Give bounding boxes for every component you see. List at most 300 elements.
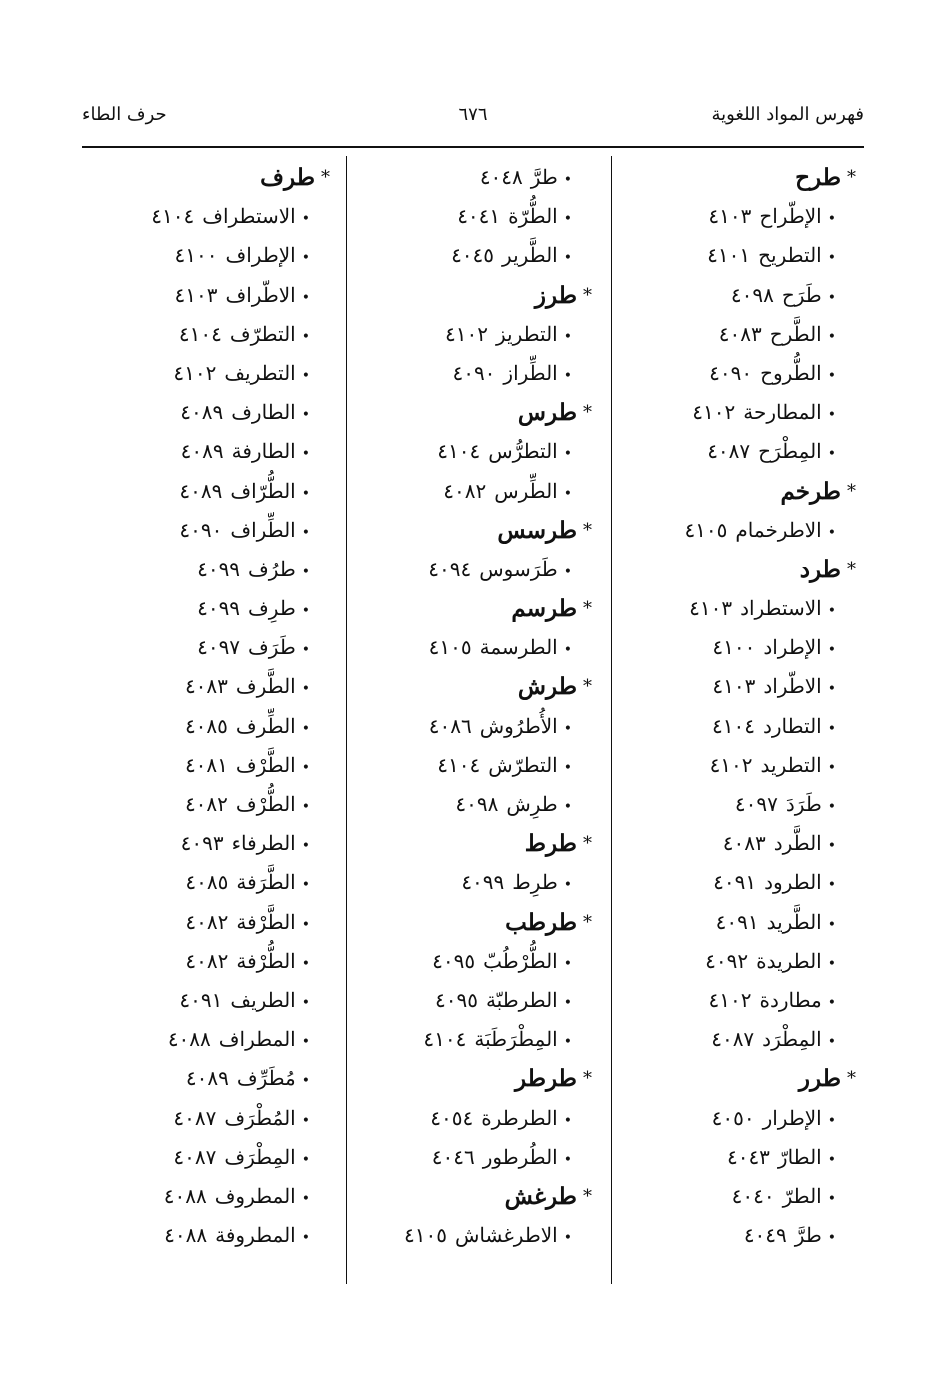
- entry-word: الاطّراد: [763, 674, 822, 699]
- entry-word: الطُّرّة: [508, 204, 558, 229]
- index-entry: [70, 354, 330, 393]
- root-heading: [342, 589, 592, 628]
- root-word: طرز: [534, 281, 577, 309]
- bullet-icon: •: [301, 642, 310, 659]
- bullet-icon: •: [827, 211, 836, 228]
- entry-word: الطرسمة: [479, 635, 558, 660]
- bullet-icon: •: [827, 407, 836, 424]
- root-heading: [342, 667, 592, 706]
- entry-number: ٤١٠٣: [712, 674, 756, 699]
- entry-number: ٤٠٨٣: [718, 321, 762, 346]
- index-entry: [342, 707, 592, 746]
- bullet-icon: •: [301, 1151, 310, 1168]
- index-entry: [70, 472, 330, 511]
- bullet-icon: •: [827, 681, 836, 698]
- entry-number: ٤٠٨٩: [179, 478, 223, 503]
- bullet-icon: •: [301, 485, 310, 502]
- index-entry: [70, 1138, 330, 1177]
- entry-number: ٤٠٨٢: [184, 792, 228, 816]
- index-entry: [70, 1099, 330, 1138]
- bullet-icon: •: [301, 407, 310, 424]
- index-entry: [70, 863, 330, 902]
- bullet-icon: •: [827, 1112, 836, 1129]
- index-entry: [70, 628, 330, 667]
- entry-word: الطُّرْطُبّ: [483, 948, 558, 973]
- entry-word: الطَّرْف: [235, 752, 296, 777]
- index-entry: [342, 432, 592, 471]
- root-heading: [342, 903, 592, 942]
- entry-word: الإطراف: [225, 243, 296, 268]
- root-word: طرف: [260, 164, 315, 191]
- entry-word: طرِش: [506, 792, 558, 816]
- entry-word: مُطَرِّف: [236, 1066, 296, 1091]
- entry-word: الإطراد: [763, 635, 822, 660]
- bullet-icon: •: [301, 1112, 310, 1129]
- entry-number: ٤٠٨٧: [711, 1027, 755, 1052]
- index-entry: [70, 315, 330, 354]
- entry-word: الطرفاء: [231, 831, 296, 856]
- index-entry: [606, 393, 856, 432]
- index-entry: [70, 824, 330, 863]
- index-entry: [606, 354, 856, 393]
- index-entry: [342, 785, 592, 824]
- entry-word: المِطْرَف: [224, 1144, 296, 1169]
- index-column-middle: [342, 158, 592, 1255]
- root-heading: [606, 158, 856, 197]
- entry-word: الطُّرْفة: [236, 948, 296, 973]
- entry-word: المطروفة: [215, 1223, 296, 1248]
- index-entry: [606, 903, 856, 942]
- entry-word: الطِّراف: [230, 517, 296, 542]
- index-entry: [606, 432, 856, 471]
- index-entry: [606, 589, 856, 628]
- index-entry: [606, 785, 856, 824]
- bullet-icon: •: [301, 916, 310, 933]
- index-entry: [70, 511, 330, 550]
- entry-word: التطرُّس: [488, 439, 558, 464]
- index-entry: [70, 197, 330, 236]
- entry-word: طرُف: [248, 556, 296, 581]
- bullet-icon: •: [301, 250, 310, 267]
- bullet-icon: •: [563, 250, 572, 267]
- asterisk-icon: *: [583, 1068, 592, 1090]
- entry-word: الطَّرَفة: [236, 870, 296, 895]
- entry-word: الإطّراح: [759, 204, 822, 229]
- root-heading: [342, 824, 592, 863]
- index-entry: [606, 824, 856, 863]
- bullet-icon: •: [301, 955, 310, 972]
- bullet-icon: •: [563, 1230, 572, 1247]
- index-entry: [70, 746, 330, 785]
- root-word: طرطب: [505, 908, 577, 936]
- entry-word: الطَّريد: [766, 909, 822, 934]
- index-entry: [606, 1020, 856, 1059]
- index-entry: [606, 628, 856, 667]
- bullet-icon: •: [827, 446, 836, 463]
- entry-word: الطَّرد: [773, 831, 822, 856]
- entry-word: طَرَسوس: [479, 556, 558, 581]
- root-word: طرس: [517, 399, 577, 427]
- entry-word: الطريدة: [756, 948, 822, 973]
- entry-word: الإطرار: [762, 1105, 822, 1130]
- header-rule: [82, 146, 864, 148]
- index-entry: [606, 315, 856, 354]
- root-heading: [70, 158, 330, 197]
- index-entry: [606, 1216, 856, 1255]
- entry-word: الطُّرْف: [235, 792, 296, 816]
- entry-word: الاطّراف: [225, 282, 296, 307]
- bullet-icon: •: [827, 328, 836, 345]
- bullet-icon: •: [563, 485, 572, 502]
- entry-word: الطريف: [230, 987, 296, 1012]
- entry-word: المطارحة: [743, 400, 822, 425]
- entry-number: ٤٠٩٣: [180, 831, 224, 856]
- bullet-icon: •: [301, 563, 310, 580]
- entry-word: التطرّف: [229, 321, 296, 346]
- entry-number: ٤٠٨٨: [163, 1183, 207, 1208]
- index-entry: [342, 981, 592, 1020]
- entry-number: ٤٠٩٠: [709, 360, 753, 385]
- bullet-icon: •: [301, 289, 310, 306]
- entry-number: ٤١٠٣: [174, 282, 218, 307]
- index-entry: [342, 158, 592, 197]
- root-word: طرغش: [504, 1182, 577, 1210]
- index-entry: [342, 942, 592, 981]
- entry-word: الطَّرير: [502, 243, 558, 268]
- root-heading: [342, 393, 592, 432]
- bullet-icon: •: [827, 799, 836, 815]
- entry-number: ٤١٠٠: [712, 635, 756, 660]
- index-entry: [342, 746, 592, 785]
- asterisk-icon: *: [583, 1185, 592, 1207]
- asterisk-icon: *: [583, 519, 592, 541]
- index-entry: [70, 707, 330, 746]
- bullet-icon: •: [563, 172, 572, 188]
- bullet-icon: •: [301, 877, 310, 894]
- bullet-icon: •: [563, 446, 572, 463]
- entry-number: ٤٠٩٢: [705, 948, 749, 973]
- entry-number: ٤٠٩٥: [434, 987, 478, 1012]
- bullet-icon: •: [301, 799, 310, 815]
- bullet-icon: •: [563, 994, 572, 1011]
- bullet-icon: •: [563, 720, 572, 737]
- entry-word: الطرود: [764, 870, 822, 895]
- index-entry: [342, 1099, 592, 1138]
- root-heading: [606, 550, 856, 589]
- entry-number: ٤٠٨٧: [707, 439, 751, 464]
- entry-number: ٤٠٤٠: [731, 1183, 775, 1208]
- index-entry: [606, 1138, 856, 1177]
- entry-number: ٤١٠٠: [174, 243, 218, 268]
- entry-number: ٤١٠٥: [404, 1223, 447, 1248]
- bullet-icon: •: [301, 328, 310, 345]
- root-heading: [342, 276, 592, 315]
- bullet-icon: •: [827, 1190, 836, 1207]
- index-entry: [70, 1216, 330, 1255]
- entry-number: ٤٠٨٥: [184, 713, 228, 738]
- bullet-icon: •: [301, 838, 310, 855]
- bullet-icon: •: [563, 211, 572, 228]
- entry-word: الطُّروح: [760, 360, 822, 385]
- entry-number: ٤٠٤٣: [726, 1144, 770, 1169]
- entry-number: ٤١٠٤: [151, 204, 195, 229]
- entry-number: ٤٠٩٩: [197, 556, 241, 581]
- entry-number: ٤١٠٤: [178, 321, 222, 346]
- entry-number: ٤١٠٢: [445, 321, 488, 346]
- entry-number: ٤٠٨٩: [185, 1066, 229, 1091]
- index-entry: [70, 1059, 330, 1098]
- entry-word: الطِّرس: [494, 478, 558, 503]
- entry-number: ٤٠٩٩: [461, 870, 505, 895]
- index-entry: [342, 550, 592, 589]
- entry-word: المِطْرَح: [758, 439, 822, 464]
- bullet-icon: •: [563, 877, 572, 894]
- entry-word: المطروف: [214, 1183, 296, 1208]
- asterisk-icon: *: [847, 480, 856, 502]
- entry-word: الطِّراز: [503, 360, 558, 385]
- entry-number: ٤٠٩٨: [730, 282, 774, 307]
- entry-number: ٤٠٥٠: [711, 1105, 755, 1130]
- index-entry: [342, 236, 592, 275]
- root-heading: [342, 1059, 592, 1098]
- root-word: طرش: [517, 673, 577, 701]
- root-heading: [342, 1177, 592, 1216]
- entry-word: طَرَح: [781, 282, 822, 307]
- entry-number: ٤٠٨٦: [428, 713, 472, 738]
- entry-number: ٤١٠٤: [437, 752, 481, 777]
- root-heading: [342, 511, 592, 550]
- bullet-icon: •: [301, 603, 310, 620]
- bullet-icon: •: [827, 877, 836, 894]
- entry-word: طَرَدَ: [785, 792, 822, 816]
- bullet-icon: •: [827, 1230, 836, 1247]
- bullet-icon: •: [827, 838, 836, 855]
- entry-word: الطرطبّة: [485, 987, 558, 1012]
- bullet-icon: •: [827, 759, 836, 776]
- index-entry: [606, 276, 856, 315]
- root-heading: [606, 1059, 856, 1098]
- root-word: طرح: [795, 164, 841, 191]
- index-entry: [342, 315, 592, 354]
- bullet-icon: •: [827, 642, 836, 659]
- index-entry: [342, 472, 592, 511]
- entry-number: ٤١٠٢: [173, 360, 217, 385]
- asterisk-icon: *: [583, 833, 592, 855]
- bullet-icon: •: [563, 328, 572, 345]
- entry-word: الطارف: [231, 400, 296, 425]
- entry-word: الاستطراد: [740, 596, 822, 621]
- entry-number: ٤١٠٣: [708, 204, 752, 229]
- entry-word: التطريف: [224, 360, 296, 385]
- bullet-icon: •: [301, 1230, 310, 1247]
- entry-word: مطاردة: [759, 987, 822, 1012]
- asterisk-icon: *: [583, 676, 592, 698]
- bullet-icon: •: [301, 1034, 310, 1051]
- bullet-icon: •: [301, 446, 310, 463]
- entry-number: ٤٠٨٢: [185, 909, 229, 934]
- bullet-icon: •: [827, 955, 836, 972]
- entry-word: الأُطرُوش: [479, 713, 558, 738]
- bullet-icon: •: [301, 994, 310, 1011]
- index-entry: [606, 236, 856, 275]
- index-column-left: [70, 158, 330, 1255]
- bullet-icon: •: [301, 1073, 310, 1090]
- entry-number: ٤٠٨٩: [180, 400, 224, 425]
- index-entry: [606, 1177, 856, 1216]
- index-entry: [606, 667, 856, 706]
- index-entry: [606, 707, 856, 746]
- entry-number: ٤٠٨٨: [164, 1223, 208, 1248]
- entry-number: ٤٠٨٣: [722, 831, 766, 856]
- root-word: طرطر: [515, 1065, 577, 1093]
- entry-number: ٤٠٤١: [457, 204, 501, 229]
- bullet-icon: •: [563, 642, 572, 659]
- entry-number: ٤١٠٤: [712, 713, 755, 738]
- asterisk-icon: *: [583, 598, 592, 620]
- entry-word: الطرّ: [782, 1183, 822, 1208]
- entry-number: ٤٠٨٧: [173, 1144, 217, 1169]
- bullet-icon: •: [827, 524, 836, 541]
- bullet-icon: •: [563, 955, 572, 972]
- entry-number: ٤١٠٤: [423, 1027, 467, 1052]
- entry-number: ٤٠٩٥: [432, 948, 476, 973]
- bullet-icon: •: [301, 524, 310, 541]
- entry-number: ٤٠٨١: [184, 752, 228, 777]
- bullet-icon: •: [827, 916, 836, 933]
- index-entry: [606, 197, 856, 236]
- entry-word: الطُّرّاف: [230, 478, 296, 503]
- entry-number: ٤٠٨٣: [184, 674, 228, 699]
- index-entry: [342, 863, 592, 902]
- bullet-icon: •: [563, 1034, 572, 1051]
- index-entry: [606, 746, 856, 785]
- entry-number: ٤٠٩٠: [452, 360, 496, 385]
- bullet-icon: •: [301, 367, 310, 384]
- index-entry: [70, 903, 330, 942]
- index-entry: [70, 589, 330, 628]
- entry-number: ٤٠٩٤: [428, 556, 472, 581]
- index-entry: [70, 1177, 330, 1216]
- entry-word: المِطْرَطَبَة: [474, 1027, 558, 1052]
- root-word: طرسم: [511, 595, 577, 623]
- asterisk-icon: *: [583, 284, 592, 306]
- index-entry: [70, 276, 330, 315]
- page-header: [82, 104, 864, 134]
- index-entry: [70, 1020, 330, 1059]
- entry-number: ٤٠٩٨: [455, 792, 499, 816]
- index-entry: [70, 550, 330, 589]
- entry-word: الطارفة: [231, 439, 296, 464]
- entry-word: طَرَف: [248, 635, 296, 660]
- entry-number: ٤٠٥٤: [430, 1105, 474, 1130]
- bullet-icon: •: [301, 211, 310, 228]
- entry-word: التطرّش: [488, 752, 558, 777]
- entry-number: ٤٠٩٩: [197, 596, 241, 621]
- index-entry: [70, 236, 330, 275]
- index-entry: [606, 863, 856, 902]
- root-word: طرخم: [780, 477, 841, 505]
- entry-word: الطَّرف: [235, 674, 296, 699]
- index-entry: [70, 942, 330, 981]
- root-word: طرط: [524, 830, 577, 858]
- entry-word: المُطْرَف: [224, 1105, 296, 1130]
- entry-number: ٤٠٩٧: [734, 792, 778, 816]
- entry-number: ٤٠٤٦: [431, 1144, 475, 1169]
- entry-word: المطراف: [218, 1027, 296, 1052]
- bullet-icon: •: [301, 681, 310, 698]
- index-entry: [342, 628, 592, 667]
- index-entry: [342, 1216, 592, 1255]
- asterisk-icon: *: [583, 911, 592, 933]
- asterisk-icon: *: [321, 167, 330, 188]
- bullet-icon: •: [827, 720, 836, 737]
- index-entry: [342, 1138, 592, 1177]
- page-number: ٦٧٦: [458, 104, 488, 125]
- entry-number: ٤١٠٢: [709, 752, 753, 777]
- entry-number: ٤٠٩١: [713, 870, 757, 895]
- header-index-title: فهرس المواد اللغوية: [711, 104, 864, 125]
- bullet-icon: •: [563, 759, 572, 776]
- index-entry: [606, 981, 856, 1020]
- entry-number: ٤٠٨٩: [180, 439, 224, 464]
- root-word: طرد: [799, 555, 841, 583]
- entry-word: طرِف: [248, 596, 296, 621]
- index-entry: [606, 942, 856, 981]
- bullet-icon: •: [301, 759, 310, 776]
- asterisk-icon: *: [583, 402, 592, 424]
- bullet-icon: •: [563, 367, 572, 384]
- entry-word: التطريز: [496, 321, 558, 346]
- asterisk-icon: *: [847, 1068, 856, 1090]
- bullet-icon: •: [563, 799, 572, 815]
- bullet-icon: •: [827, 367, 836, 384]
- index-entry: [70, 981, 330, 1020]
- index-entry: [342, 197, 592, 236]
- root-word: طرسس: [497, 516, 577, 544]
- entry-word: التطريح: [758, 243, 822, 268]
- index-column-right: [606, 158, 856, 1255]
- entry-number: ٤١٠٥: [428, 635, 472, 660]
- entry-number: ٤٠٨٥: [185, 870, 229, 895]
- entry-word: الطَّرح: [769, 321, 822, 346]
- index-entry: [70, 393, 330, 432]
- bullet-icon: •: [827, 289, 836, 306]
- entry-word: الطارّ: [777, 1144, 822, 1169]
- entry-word: الطرطرة: [481, 1105, 558, 1130]
- entry-number: ٤٠٨٧: [173, 1105, 217, 1130]
- bullet-icon: •: [301, 1190, 310, 1207]
- asterisk-icon: *: [847, 558, 856, 580]
- entry-number: ٤١٠٥: [684, 517, 728, 542]
- entry-number: ٤٠٤٨: [479, 165, 523, 189]
- entry-word: طرِط: [512, 870, 558, 895]
- bullet-icon: •: [563, 1112, 572, 1129]
- root-word: طرر: [798, 1065, 841, 1093]
- entry-number: ٤٠٨٨: [167, 1027, 211, 1052]
- entry-number: ٤١٠٢: [708, 987, 752, 1012]
- index-entry: [70, 432, 330, 471]
- entry-number: ٤٠٨٢: [185, 948, 229, 973]
- entry-number: ٤٠٩١: [715, 909, 759, 934]
- entry-number: ٤١٠٤: [437, 439, 481, 464]
- bullet-icon: •: [827, 1034, 836, 1051]
- entry-word: الاطرخمام: [735, 517, 822, 542]
- entry-word: التطارد: [762, 713, 822, 738]
- entry-number: ٤١٠١: [707, 243, 751, 268]
- bullet-icon: •: [827, 250, 836, 267]
- header-chapter-title: حرف الطاء: [82, 104, 167, 125]
- bullet-icon: •: [827, 1151, 836, 1168]
